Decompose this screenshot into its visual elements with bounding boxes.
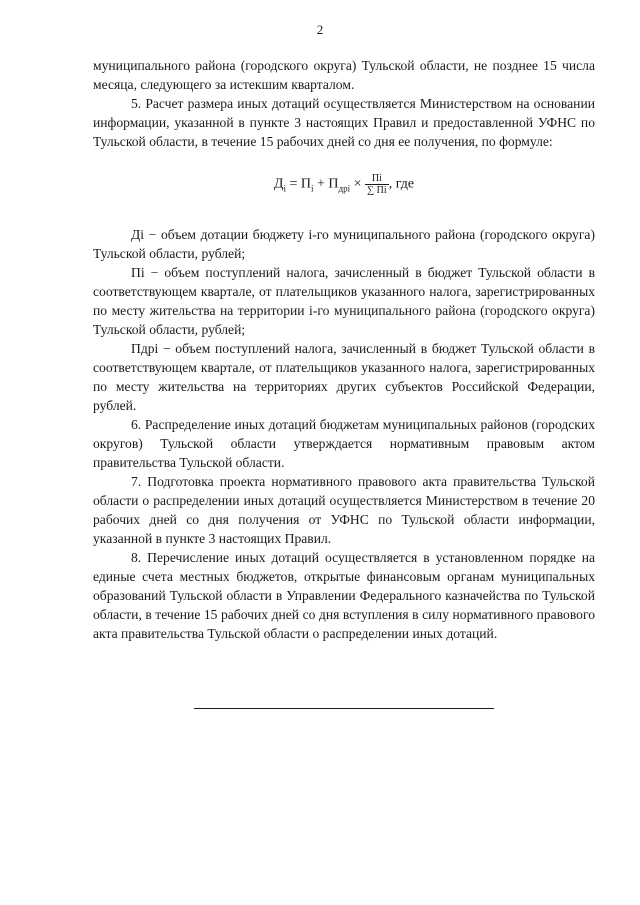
- document-body: [93, 56, 595, 643]
- formula-times: ×: [350, 176, 366, 192]
- formula-plus: + П: [313, 176, 339, 192]
- formula-tail: , где: [388, 176, 415, 192]
- paragraph-7: 7. Подготовка проекта нормативного правового акта правительства Тульской области о распределении иных дотаций осуществляется Министерством в течение 20 рабочих дней со дня получения от УФНС по Тульской области информации, указанной в пункте 3 настоящих Правил.: [93, 473, 595, 546]
- formula-fraction: [365, 173, 389, 196]
- formula-lhs-sub: i: [283, 183, 286, 194]
- formula-denominator: ∑ Пi: [367, 185, 387, 196]
- formula-eq: = П: [286, 176, 312, 192]
- formula-p-sub: i: [311, 183, 314, 194]
- paragraph-6: 6. Распределение иных дотаций бюджетам муниципальных районов (городских округов) Тульской области утверждается нормативным правовым актом правительства Тульской области.: [93, 416, 595, 470]
- formula-lhs: Д: [273, 176, 284, 192]
- formula-numerator: Пi: [365, 173, 389, 185]
- end-rule: [194, 708, 494, 709]
- formula-pdr-sub: дрi: [338, 183, 351, 194]
- formula: [93, 173, 595, 199]
- definition-d: Дi − объем дотации бюджету i-го муниципального района (городского округа) Тульской области, рублей;: [93, 226, 595, 261]
- paragraph-5: 5. Расчет размера иных дотаций осуществляется Министерством на основании информации, указанной в пункте 3 настоящих Правил и предоставленной УФНС по Тульской области, в течение 15 рабочих дней со дня ее получения, по формуле:: [93, 96, 595, 149]
- paragraph-8: 8. Перечисление иных дотаций осуществляется в установленном порядке на единые счета местных бюджетов, открытые финансовым органам муниципальных образований Тульской области в Управлении Федерального казначейства по Тульской области, в течение 15 рабочих дней со дня вступления в силу нормативного правового акта правительства Тульской области о распределении иных дотаций.: [93, 549, 595, 641]
- definition-p: Пi − объем поступлений налога, зачисленный в бюджет Тульской области в соответствующем квартале, от плательщиков указанного налога, зарегистрированных по месту жительства на территории i-го муниципального района (городского округа) Тульской области, рублей;: [93, 264, 595, 337]
- page-number: 2: [316, 22, 324, 37]
- paragraph-continuation: муниципального района (городского округа) Тульской области, не позднее 15 числа месяца, следующего за истекшим кварталом.: [93, 58, 595, 92]
- definition-pdr: Пдрi − объем поступлений налога, зачисленный в бюджет Тульской области в соответствующем квартале, от плательщиков указанного налога, зарегистрированных по месту жительства на территориях других субъектов Российской Федерации, рублей.: [93, 340, 595, 413]
